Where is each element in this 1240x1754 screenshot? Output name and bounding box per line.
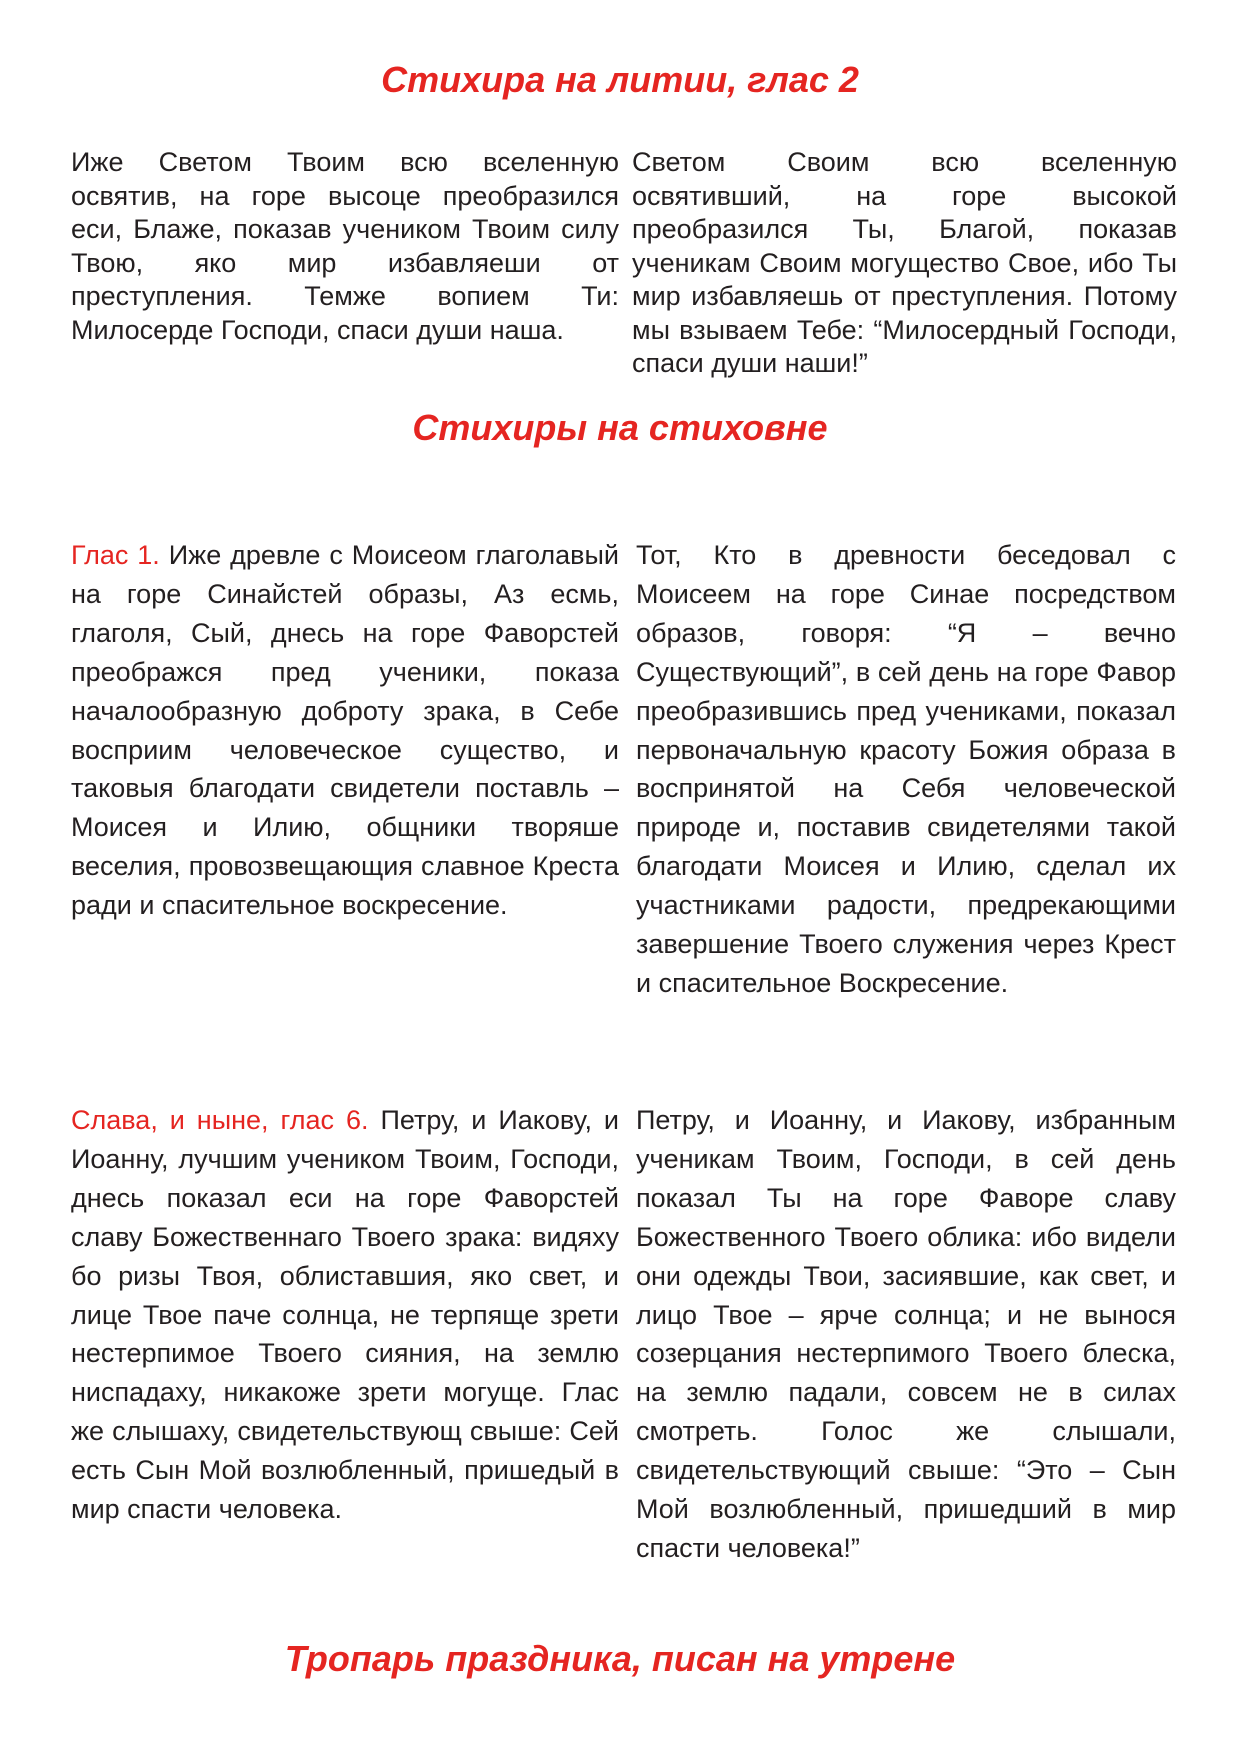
- slavonic-text-tone-1: [71, 536, 619, 925]
- russian-text-litia: [632, 146, 1177, 381]
- slavonic-text-glory-tone-6: [71, 1101, 619, 1529]
- tone-label: Слава, и ныне, глас 6.: [71, 1105, 369, 1135]
- russian-body: Светом Своим всю вселенную освятивший, на горе высокой преобразился Ты, Благой, показав ученикам Своим могущество Свое, ибо Ты мир избавляешь от преступления. Потому мы взываем Тебе: “Милосердный Господи, спаси души наши!”: [632, 147, 1177, 378]
- section-heading-troparion: Тропарь праздника, писан на утрене: [284, 1638, 956, 1679]
- section-heading-litia: Стихира на литии, глас 2: [381, 59, 859, 100]
- russian-body: Тот, Кто в древности беседовал с Моисеем на горе Синае посредством образов, говоря: “Я – вечно Существующий”, в сей день на горе Фавор преобразившись пред учениками, показал первоначальную красоту Божия образа в воспринятой на Себя человеческой природе и, поставив свидетелями такой благодати Моисея и Илию, сделал их участниками радости, предрекающими завершение Твоего служения через Крест и спасительное Воскресение.: [636, 540, 1176, 998]
- slavonic-body: Иже Светом Твоим всю вселенную освятив, на горе высоце преобразился еси, Блаже, показав учеником Твоим силу Твою, яко мир избавляеши от преступления. Темже вопием Ти: Милосерде Господи, спаси души наша.: [71, 147, 619, 345]
- russian-text-glory-tone-6: [636, 1101, 1176, 1568]
- tone-label: Глас 1.: [71, 540, 160, 570]
- slavonic-text-litia: [71, 146, 619, 347]
- slavonic-body: Иже древле с Моисеом глаголавый на горе Синайстей образы, Аз есмь, глаголя, Сый, днесь на горе Фаворстей преображся пред ученики, показа началообразную доброту зрака, в Себе восприим человеческое существо, и таковыя благодати свидетели поставль – Моисея и Илию, общники творяше веселия, провозвещающия славное Креста ради и спасительное воскресение.: [71, 540, 619, 921]
- russian-body: Петру, и Иоанну, и Иакову, избранным ученикам Твоим, Господи, в сей день показал Ты на горе Фаворе славу Божественного Твоего облика: ибо видели они одежды Твои, засиявшие, как свет, и лицо Твое – ярче солнца; и не вынося созерцания нестерпимого Твоего блеска, на землю падали, совсем не в силах смотреть. Голос же слышали, свидетельствующий свыше: “Это – Сын Мой возлюбленный, пришедший в мир спасти человека!”: [636, 1105, 1176, 1563]
- russian-text-tone-1: [636, 536, 1176, 1003]
- section-heading-stichera-aposticha: Стихиры на стиховне: [412, 407, 828, 448]
- slavonic-body: Петру, и Иакову, и Иоанну, лучшим учеником Твоим, Господи, днесь показал еси на горе Фаворстей славу Божественнаго Твоего зрака: видяху бо ризы Твоя, облиставшия, яко свет, и лице Твое паче солнца, не терпяще зрети нестерпимое Твоего сияния, на землю ниспадаху, никакоже зрети могуще. Глас же слышаху, свидетельствующ свыше: Сей есть Сын Мой возлюбленный, пришедый в мир спасти человека.: [71, 1105, 619, 1525]
